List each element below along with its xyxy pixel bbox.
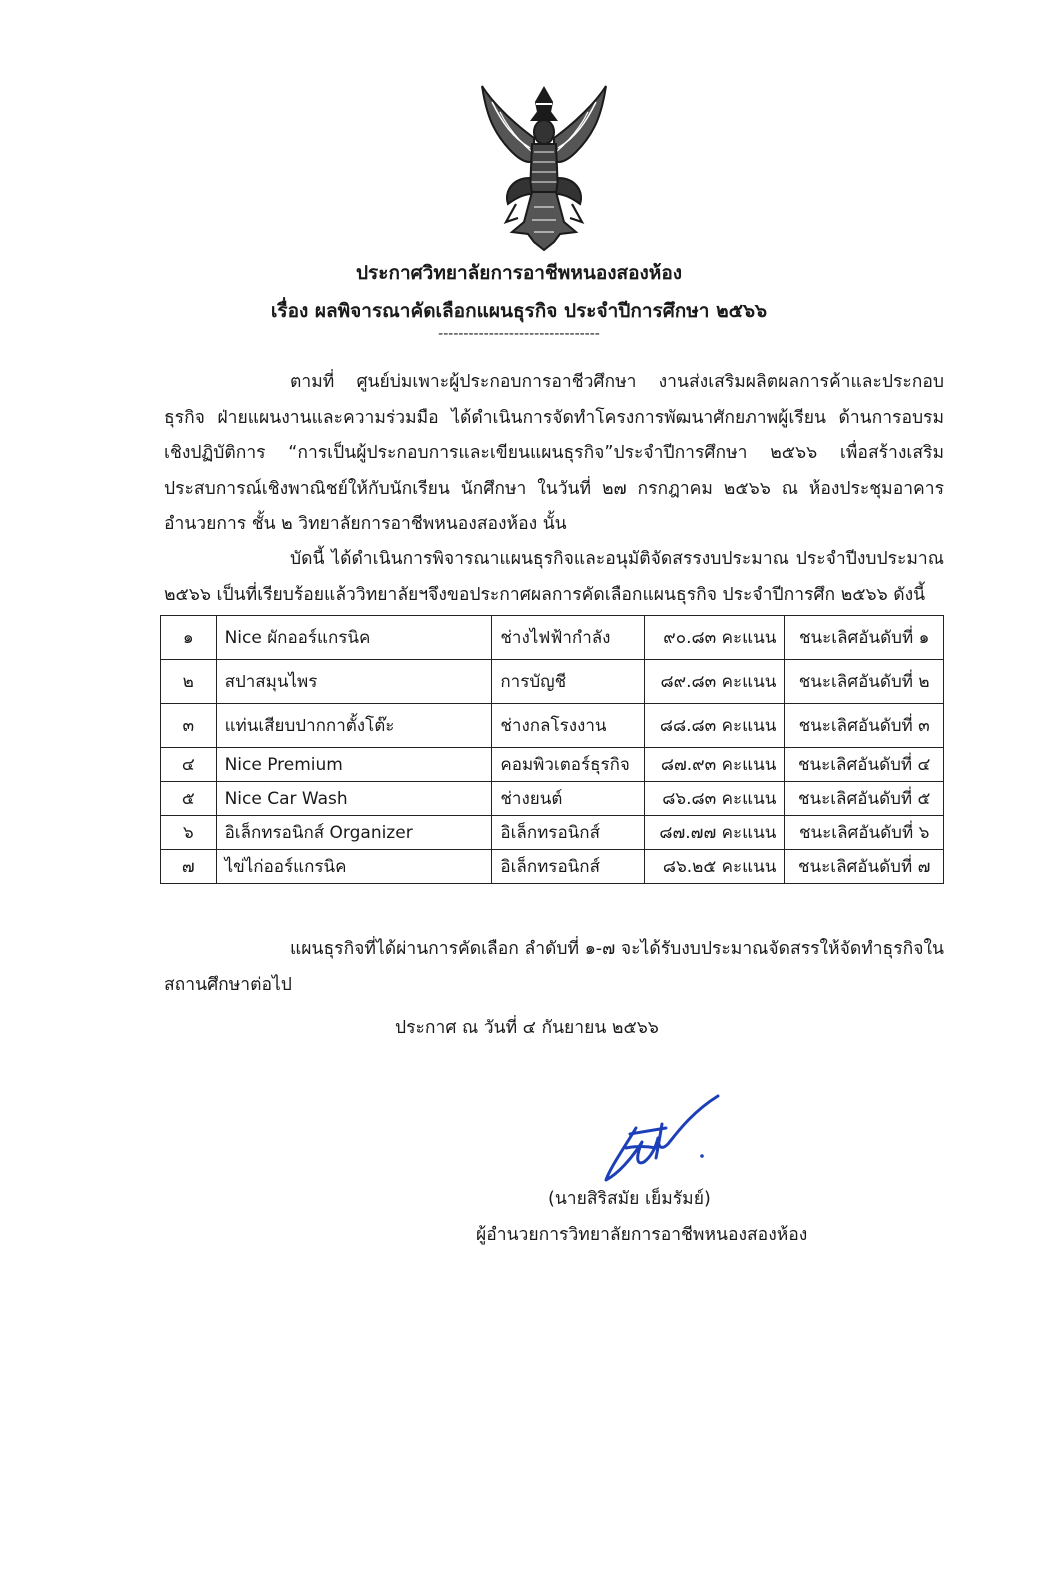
closing-paragraph: แผนธุรกิจที่ได้ผ่านการคัดเลือก ลำดับที่ ๑-๗ จะได้รับงบประมาณจัดสรรให้จัดทำธุรกิจในสถานศึกษาต่อไป	[164, 939, 944, 995]
table-row	[161, 704, 944, 748]
announcement-date: ประกาศ ณ วันที่ ๔ กันยายน ๒๕๖๖	[395, 1018, 659, 1038]
business-plan-name: แท่นเสียบปากกาตั้งโต๊ะ	[216, 704, 492, 748]
rank: ชนะเลิศอันดับที่ ๑	[785, 616, 944, 660]
results-table	[160, 615, 944, 884]
business-plan-name: อิเล็กทรอนิกส์ Organizer	[216, 816, 492, 850]
score: ๘๗.๗๗ คะแนน	[644, 816, 784, 850]
rank: ชนะเลิศอันดับที่ ๕	[785, 782, 944, 816]
result-intro-paragraph: บัดนี้ ได้ดำเนินการพิจารณาแผนธุรกิจและอนุมัติจัดสรรงบประมาณ ประจำปีงบประมาณ ๒๕๖๖ เป็นที่เรียบร้อยแล้ววิทยาลัยฯจึงขอประกาศผลการคัดเลือกแผนธุรกิจ ประจำปีการศึก ๒๕๖๖ ดังนี้	[164, 549, 944, 605]
row-number: ๕	[161, 782, 217, 816]
score: ๙๐.๘๓ คะแนน	[644, 616, 784, 660]
score: ๘๘.๘๓ คะแนน	[644, 704, 784, 748]
department: อิเล็กทรอนิกส์	[492, 816, 645, 850]
table-row	[161, 850, 944, 884]
signer-title: ผู้อำนวยการวิทยาลัยการอาชีพหนองสองห้อง	[476, 1225, 808, 1245]
department: ช่างยนต์	[492, 782, 645, 816]
row-number: ๗	[161, 850, 217, 884]
table-row	[161, 748, 944, 782]
row-number: ๑	[161, 616, 217, 660]
table-row	[161, 816, 944, 850]
signature-icon	[596, 1088, 726, 1188]
intro-paragraph: ตามที่ ศูนย์บ่มเพาะผู้ประกอบการอาชีวศึกษา งานส่งเสริมผลิตผลการค้าและประกอบธุรกิจ ฝ่ายแผนงานและความร่วมมือ ได้ดำเนินการจัดทำโครงการพัฒนาศักยภาพผู้เรียน ด้านการอบรมเชิงปฏิบัติการ “การเป็นผู้ประกอบการและเขียนแผนธุรกิจ”ประจำปีการศึกษา ๒๕๖๖ เพื่อสร้างเสริมประสบการณ์เชิงพาณิชย์ให้กับนักเรียน นักศึกษา ในวันที่ ๒๗ กรกฎาคม ๒๕๖๖ ณ ห้องประชุมอาคารอำนวยการ ชั้น ๒ วิทยาลัยการอาชีพหนองสองห้อง นั้น	[164, 372, 944, 534]
department: การบัญชี	[492, 660, 645, 704]
business-plan-name: ไข่ไก่ออร์แกรนิค	[216, 850, 492, 884]
announcement-subject: เรื่อง ผลพิจารณาคัดเลือกแผนธุรกิจ ประจำปีการศึกษา ๒๕๖๖	[270, 300, 768, 322]
business-plan-name: Nice Car Wash	[216, 782, 492, 816]
score: ๘๖.๘๓ คะแนน	[644, 782, 784, 816]
department: ช่างกลโรงงาน	[492, 704, 645, 748]
title-divider: --------------------------------	[438, 326, 600, 342]
row-number: ๒	[161, 660, 217, 704]
department: ช่างไฟฟ้ากำลัง	[492, 616, 645, 660]
table-row	[161, 616, 944, 660]
rank: ชนะเลิศอันดับที่ ๗	[785, 850, 944, 884]
business-plan-name: สปาสมุนไพร	[216, 660, 492, 704]
department: คอมพิวเตอร์ธุรกิจ	[492, 748, 645, 782]
rank: ชนะเลิศอันดับที่ ๒	[785, 660, 944, 704]
table-row	[161, 660, 944, 704]
score: ๘๗.๙๓ คะแนน	[644, 748, 784, 782]
business-plan-name: Nice ผักออร์แกรนิค	[216, 616, 492, 660]
rank: ชนะเลิศอันดับที่ ๖	[785, 816, 944, 850]
garuda-emblem-icon	[472, 82, 616, 254]
signer-name: (นายสิริสมัย เย็มรัมย์)	[548, 1189, 711, 1209]
table-row	[161, 782, 944, 816]
business-plan-name: Nice Premium	[216, 748, 492, 782]
row-number: ๓	[161, 704, 217, 748]
announcement-title: ประกาศวิทยาลัยการอาชีพหนองสองห้อง	[355, 262, 683, 284]
score: ๘๙.๘๓ คะแนน	[644, 660, 784, 704]
rank: ชนะเลิศอันดับที่ ๔	[785, 748, 944, 782]
row-number: ๖	[161, 816, 217, 850]
rank: ชนะเลิศอันดับที่ ๓	[785, 704, 944, 748]
row-number: ๔	[161, 748, 217, 782]
score: ๘๖.๒๕ คะแนน	[644, 850, 784, 884]
department: อิเล็กทรอนิกส์	[492, 850, 645, 884]
